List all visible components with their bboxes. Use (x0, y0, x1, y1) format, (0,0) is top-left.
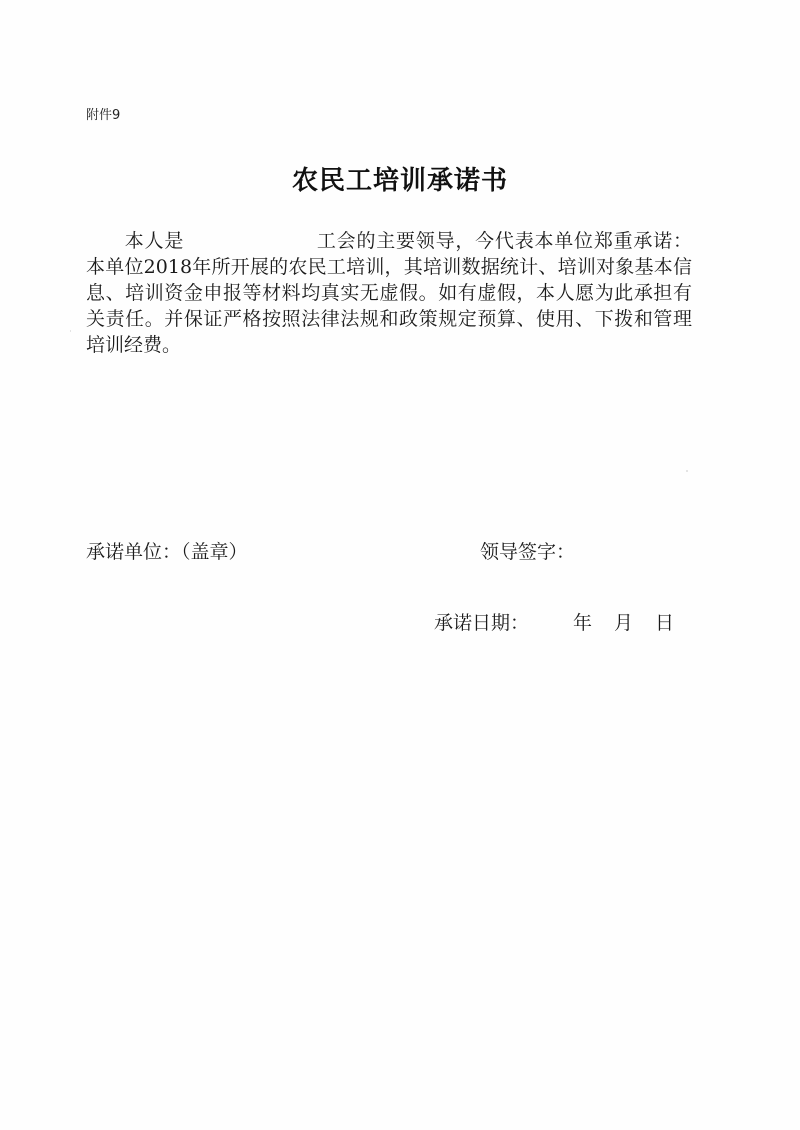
document-title: 农民工培训承诺书 (291, 166, 508, 196)
attachment-label: 附件9 (86, 108, 121, 123)
date-year: 年 (573, 612, 593, 634)
date-label: 承诺日期： (434, 612, 530, 634)
body-line1-post: 工会的主要领导，今代表本单位郑重 (316, 230, 634, 252)
scan-speck (686, 470, 688, 472)
body-rest: 承诺：本单位2018年所开展的农民工培训，其培训数据统计、培训对象基本信息、培训资金申报等材料均真实无虚假。如有虚假，本人愿为此承担有关责任。并保证严格按照法律法规和政策规定预算、使用、下拨和管理培训经费。 (86, 230, 692, 356)
commitment-body (86, 228, 692, 358)
date-day: 日 (655, 612, 675, 634)
body-line1-pre: 本人是 (124, 230, 185, 252)
unit-seal-label: 承诺单位：（盖章） (86, 541, 248, 563)
commitment-date-line (434, 608, 674, 635)
scan-speck (70, 330, 71, 332)
date-month: 月 (614, 612, 634, 634)
leader-signature-label: 领导签字： (480, 541, 576, 563)
